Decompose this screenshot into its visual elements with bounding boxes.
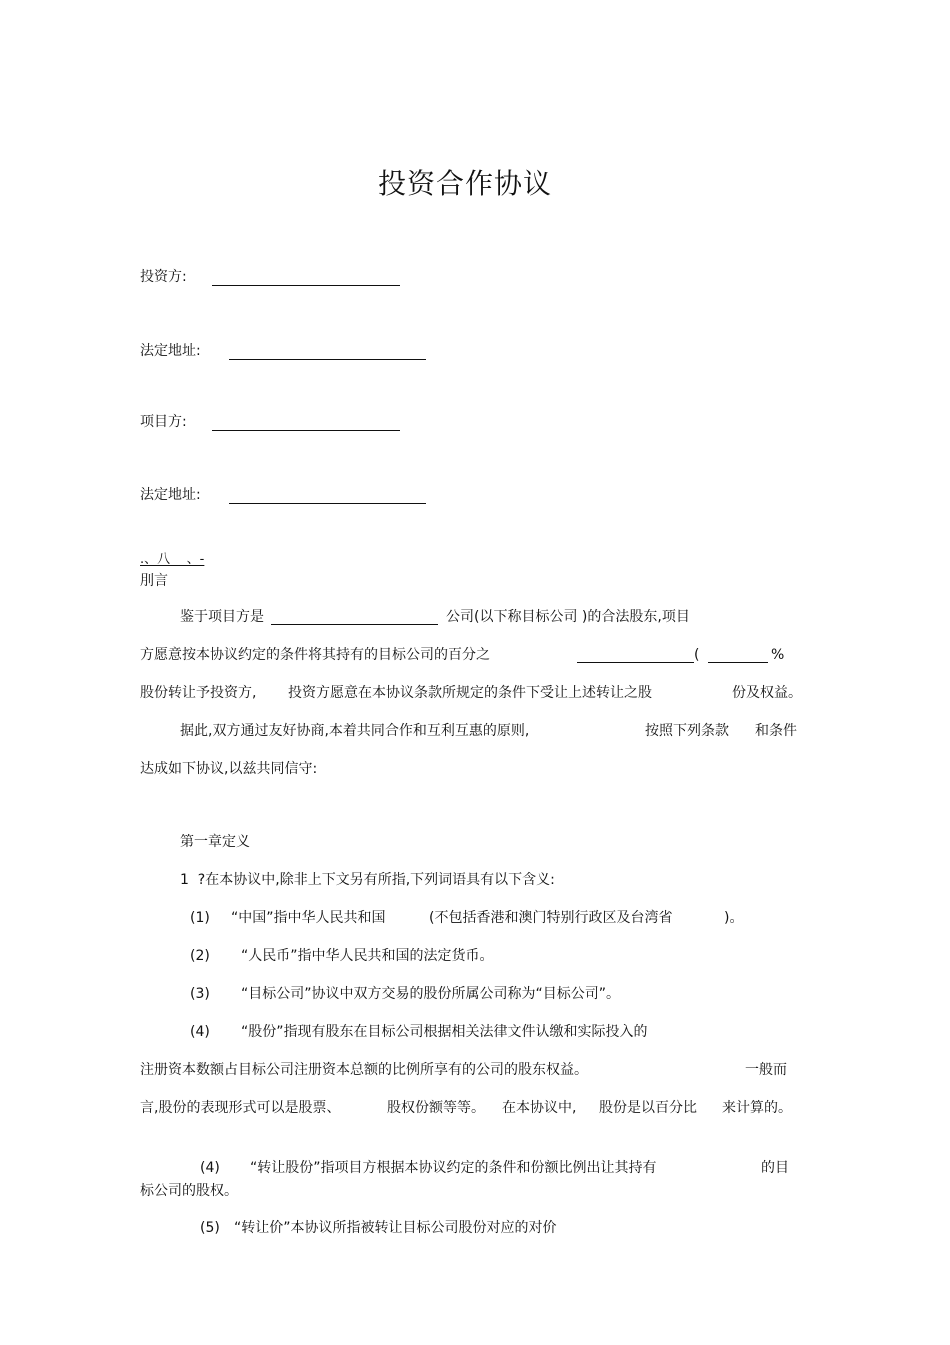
preface-p2-line1b: 按照下列条款 (645, 723, 729, 739)
preface-p1-line3a: 股份转让予投资方, (140, 685, 257, 701)
preface-percent-sign: % (771, 647, 785, 663)
definition-4b-cont: 标公司的股权。 (140, 1183, 238, 1199)
definition-4b-tail: 的目 (761, 1160, 789, 1176)
party-project-blank (212, 430, 400, 431)
preface-p2-line1c: 和条件 (755, 723, 797, 739)
definition-5-text: “转让价”本协议所指被转让目标公司股份对应的对价 (234, 1220, 557, 1236)
preface-company-blank (271, 624, 438, 625)
preface-p2-line1a: 据此,双方通过友好协商,本着共同合作和互利互惠的原则, (180, 723, 530, 739)
preface-garbled-marks: .、八 、- (140, 552, 205, 567)
definition-3-text: “目标公司”协议中双方交易的股份所属公司称为“目标公司”。 (241, 986, 621, 1002)
definition-4b-number: (4) (200, 1160, 220, 1176)
definition-1-text-close: )。 (724, 910, 744, 926)
preface-p1-line3b: 投资方愿意在本协议条款所规定的条件下受让上述转让之股 (288, 685, 652, 701)
definition-4-cont1a: 注册资本数额占目标公司注册资本总额的比例所享有的公司的股东权益。 (140, 1062, 588, 1078)
definition-4-cont2c: 在本协议中, (502, 1100, 577, 1116)
preface-p2-line2: 达成如下协议,以兹共同信守: (140, 761, 318, 777)
document-title: 投资合作协议 (378, 167, 553, 200)
preface-paren: ( (694, 647, 700, 663)
definition-1-text: “中国”指中华人民共和国 (231, 910, 386, 926)
preface-p1-prefix: 鉴于项目方是 (180, 609, 264, 625)
definition-4-number: (4) (190, 1024, 210, 1040)
preface-percent-words-blank (577, 662, 694, 663)
party-project-address-label: 法定地址: (140, 487, 201, 503)
party-investor-address-label: 法定地址: (140, 343, 201, 359)
party-investor-blank (212, 285, 400, 286)
definition-4-text: “股份”指现有股东在目标公司根据相关法律文件认缴和实际投入的 (241, 1024, 648, 1040)
preface-percent-number-blank (708, 662, 768, 663)
definition-3-number: (3) (190, 986, 210, 1002)
preface-p1-middle: 公司(以下称目标公司 )的合法股东,项目 (446, 609, 690, 625)
preface-p1-line2: 方愿意按本协议约定的条件将其持有的目标公司的百分之 (140, 647, 490, 663)
chapter1-intro: 1 ?在本协议中,除非上下文另有所指,下列词语具有以下含义: (180, 872, 555, 888)
definition-4-cont1b: 一般而 (745, 1062, 787, 1078)
definition-4-cont2e: 来计算的。 (722, 1100, 792, 1116)
definition-4-cont2d: 股份是以百分比 (599, 1100, 697, 1116)
definition-1-text-paren: (不包括香港和澳门特别行政区及台湾省 (429, 910, 673, 926)
definition-4-cont2b: 股权份额等等。 (387, 1100, 485, 1116)
definition-2-text: “人民币”指中华人民共和国的法定货币。 (241, 948, 494, 964)
definition-1-number: (1) (190, 910, 210, 926)
party-project-address-blank (229, 503, 426, 504)
definition-5-number: (5) (200, 1220, 220, 1236)
definition-2-number: (2) (190, 948, 210, 964)
party-project-label: 项目方: (140, 414, 187, 430)
chapter1-heading: 第一章定义 (180, 834, 250, 850)
party-investor-address-blank (229, 359, 426, 360)
definition-4b-text: “转让股份”指项目方根据本协议约定的条件和份额比例出让其持有 (250, 1160, 657, 1176)
definition-4-cont2a: 言,股份的表现形式可以是股票、 (140, 1100, 341, 1116)
preface-heading: 刖言 (140, 573, 168, 589)
preface-p1-line3c: 份及权益。 (732, 685, 802, 701)
party-investor-label: 投资方: (140, 269, 187, 285)
